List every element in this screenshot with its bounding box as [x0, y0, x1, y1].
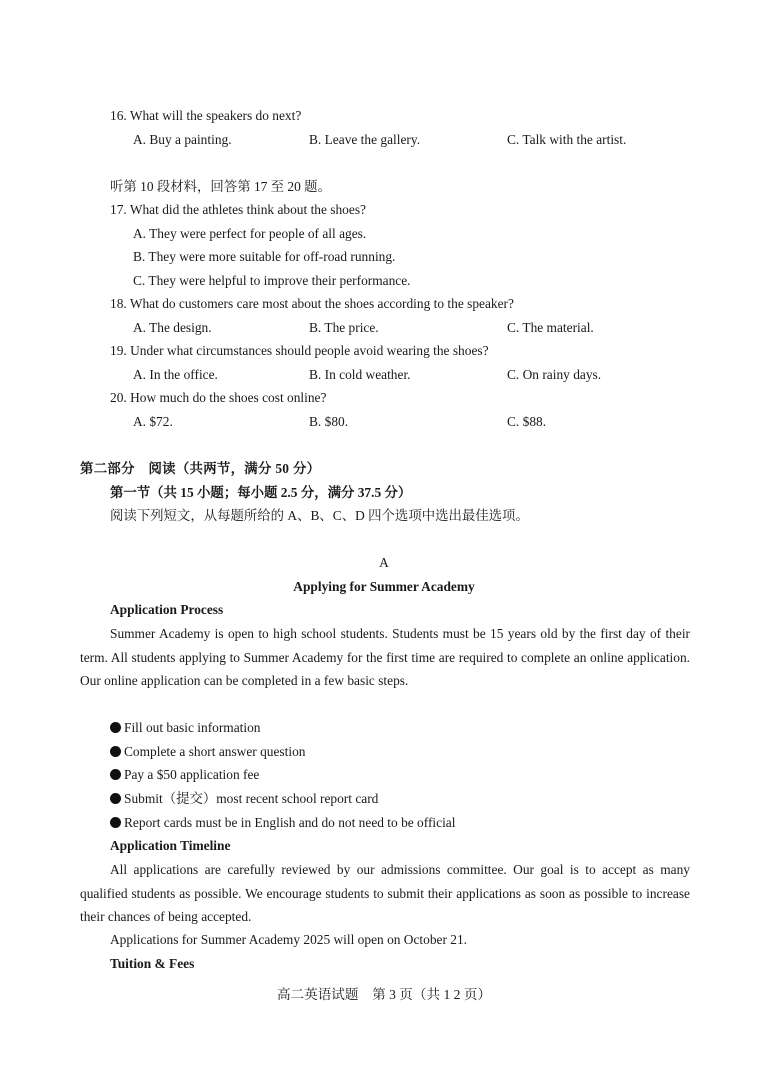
paragraph-application-timeline: All applications are carefully reviewed by our admissions committee. Our goal is to accept as many qualified students as possible. We encourage students to submit their applications as soon as possible to increase their chances of being accepted. [80, 862, 690, 925]
question-20-option-b: B. $80. [309, 414, 349, 429]
bullet-text: Complete a short answer question [124, 744, 306, 759]
question-19-option-c: C. On rainy days. [507, 367, 602, 382]
question-19-option-a: A. In the office. [133, 367, 218, 382]
question-20-option-a: A. $72. [133, 414, 173, 429]
bullet-item [110, 720, 261, 736]
bullet-dot-icon [110, 769, 121, 780]
bullet-text: Submit（提交）most recent school report card [124, 791, 379, 806]
question-19-option-b: B. In cold weather. [309, 367, 411, 382]
page-footer: 高二英语试题 第 3 页（共 1 2 页） [276, 987, 492, 1002]
question-16-option-c: C. Talk with the artist. [507, 132, 627, 147]
bullet-text: Report cards must be in English and do not need to be official [124, 815, 456, 830]
paragraph-open-date: Applications for Summer Academy 2025 will open on October 21. [110, 932, 468, 947]
bullet-item [110, 815, 455, 831]
part-2-title: 第二部分 阅读（共两节，满分 50 分） [80, 461, 321, 476]
question-18-option-b: B. The price. [309, 320, 379, 335]
listening-instruction: 听第 10 段材料，回答第 17 至 20 题。 [110, 179, 331, 194]
question-20-stem: 20. How much do the shoes cost online? [110, 390, 327, 405]
question-16-option-b: B. Leave the gallery. [309, 132, 421, 147]
question-18-stem: 18. What do customers care most about the shoes according to the speaker? [110, 296, 514, 311]
bullet-text: Pay a $50 application fee [124, 767, 260, 782]
bullet-dot-icon [110, 746, 121, 757]
passage-letter: A [379, 555, 389, 570]
heading-application-timeline: Application Timeline [110, 838, 231, 853]
question-18-option-a: A. The design. [133, 320, 212, 335]
bullet-dot-icon [110, 817, 121, 828]
question-19-stem: 19. Under what circumstances should people avoid wearing the shoes? [110, 343, 489, 358]
bullet-item [110, 767, 259, 783]
bullet-dot-icon [110, 722, 121, 733]
reading-instruction: 阅读下列短文，从每题所给的 A、B、C、D 四个选项中选出最佳选项。 [110, 508, 529, 523]
question-18-option-c: C. The material. [507, 320, 594, 335]
question-17-stem: 17. What did the athletes think about the shoes? [110, 202, 366, 217]
bullet-item [110, 791, 378, 807]
question-17-option-a: A. They were perfect for people of all ages. [133, 226, 367, 241]
passage-title: Applying for Summer Academy [293, 579, 475, 594]
question-16-stem: 16. What will the speakers do next? [110, 108, 302, 123]
paragraph-application-process: Summer Academy is open to high school students. Students must be 15 years old by the first day of their term. All students applying to Summer Academy for the first time are required to complete an online application. Our online application can be completed in a few basic steps. [80, 626, 690, 689]
bullet-item [110, 744, 305, 760]
section-1-title: 第一节（共 15 小题；每小题 2.5 分，满分 37.5 分） [110, 485, 412, 500]
bullet-dot-icon [110, 793, 121, 804]
question-16-option-a: A. Buy a painting. [133, 132, 232, 147]
bullet-text: Fill out basic information [124, 720, 261, 735]
question-17-option-b: B. They were more suitable for off-road running. [133, 249, 396, 264]
heading-application-process: Application Process [110, 602, 224, 617]
question-20-option-c: C. $88. [507, 414, 547, 429]
heading-tuition-fees: Tuition & Fees [110, 956, 195, 971]
question-17-option-c: C. They were helpful to improve their performance. [133, 273, 411, 288]
